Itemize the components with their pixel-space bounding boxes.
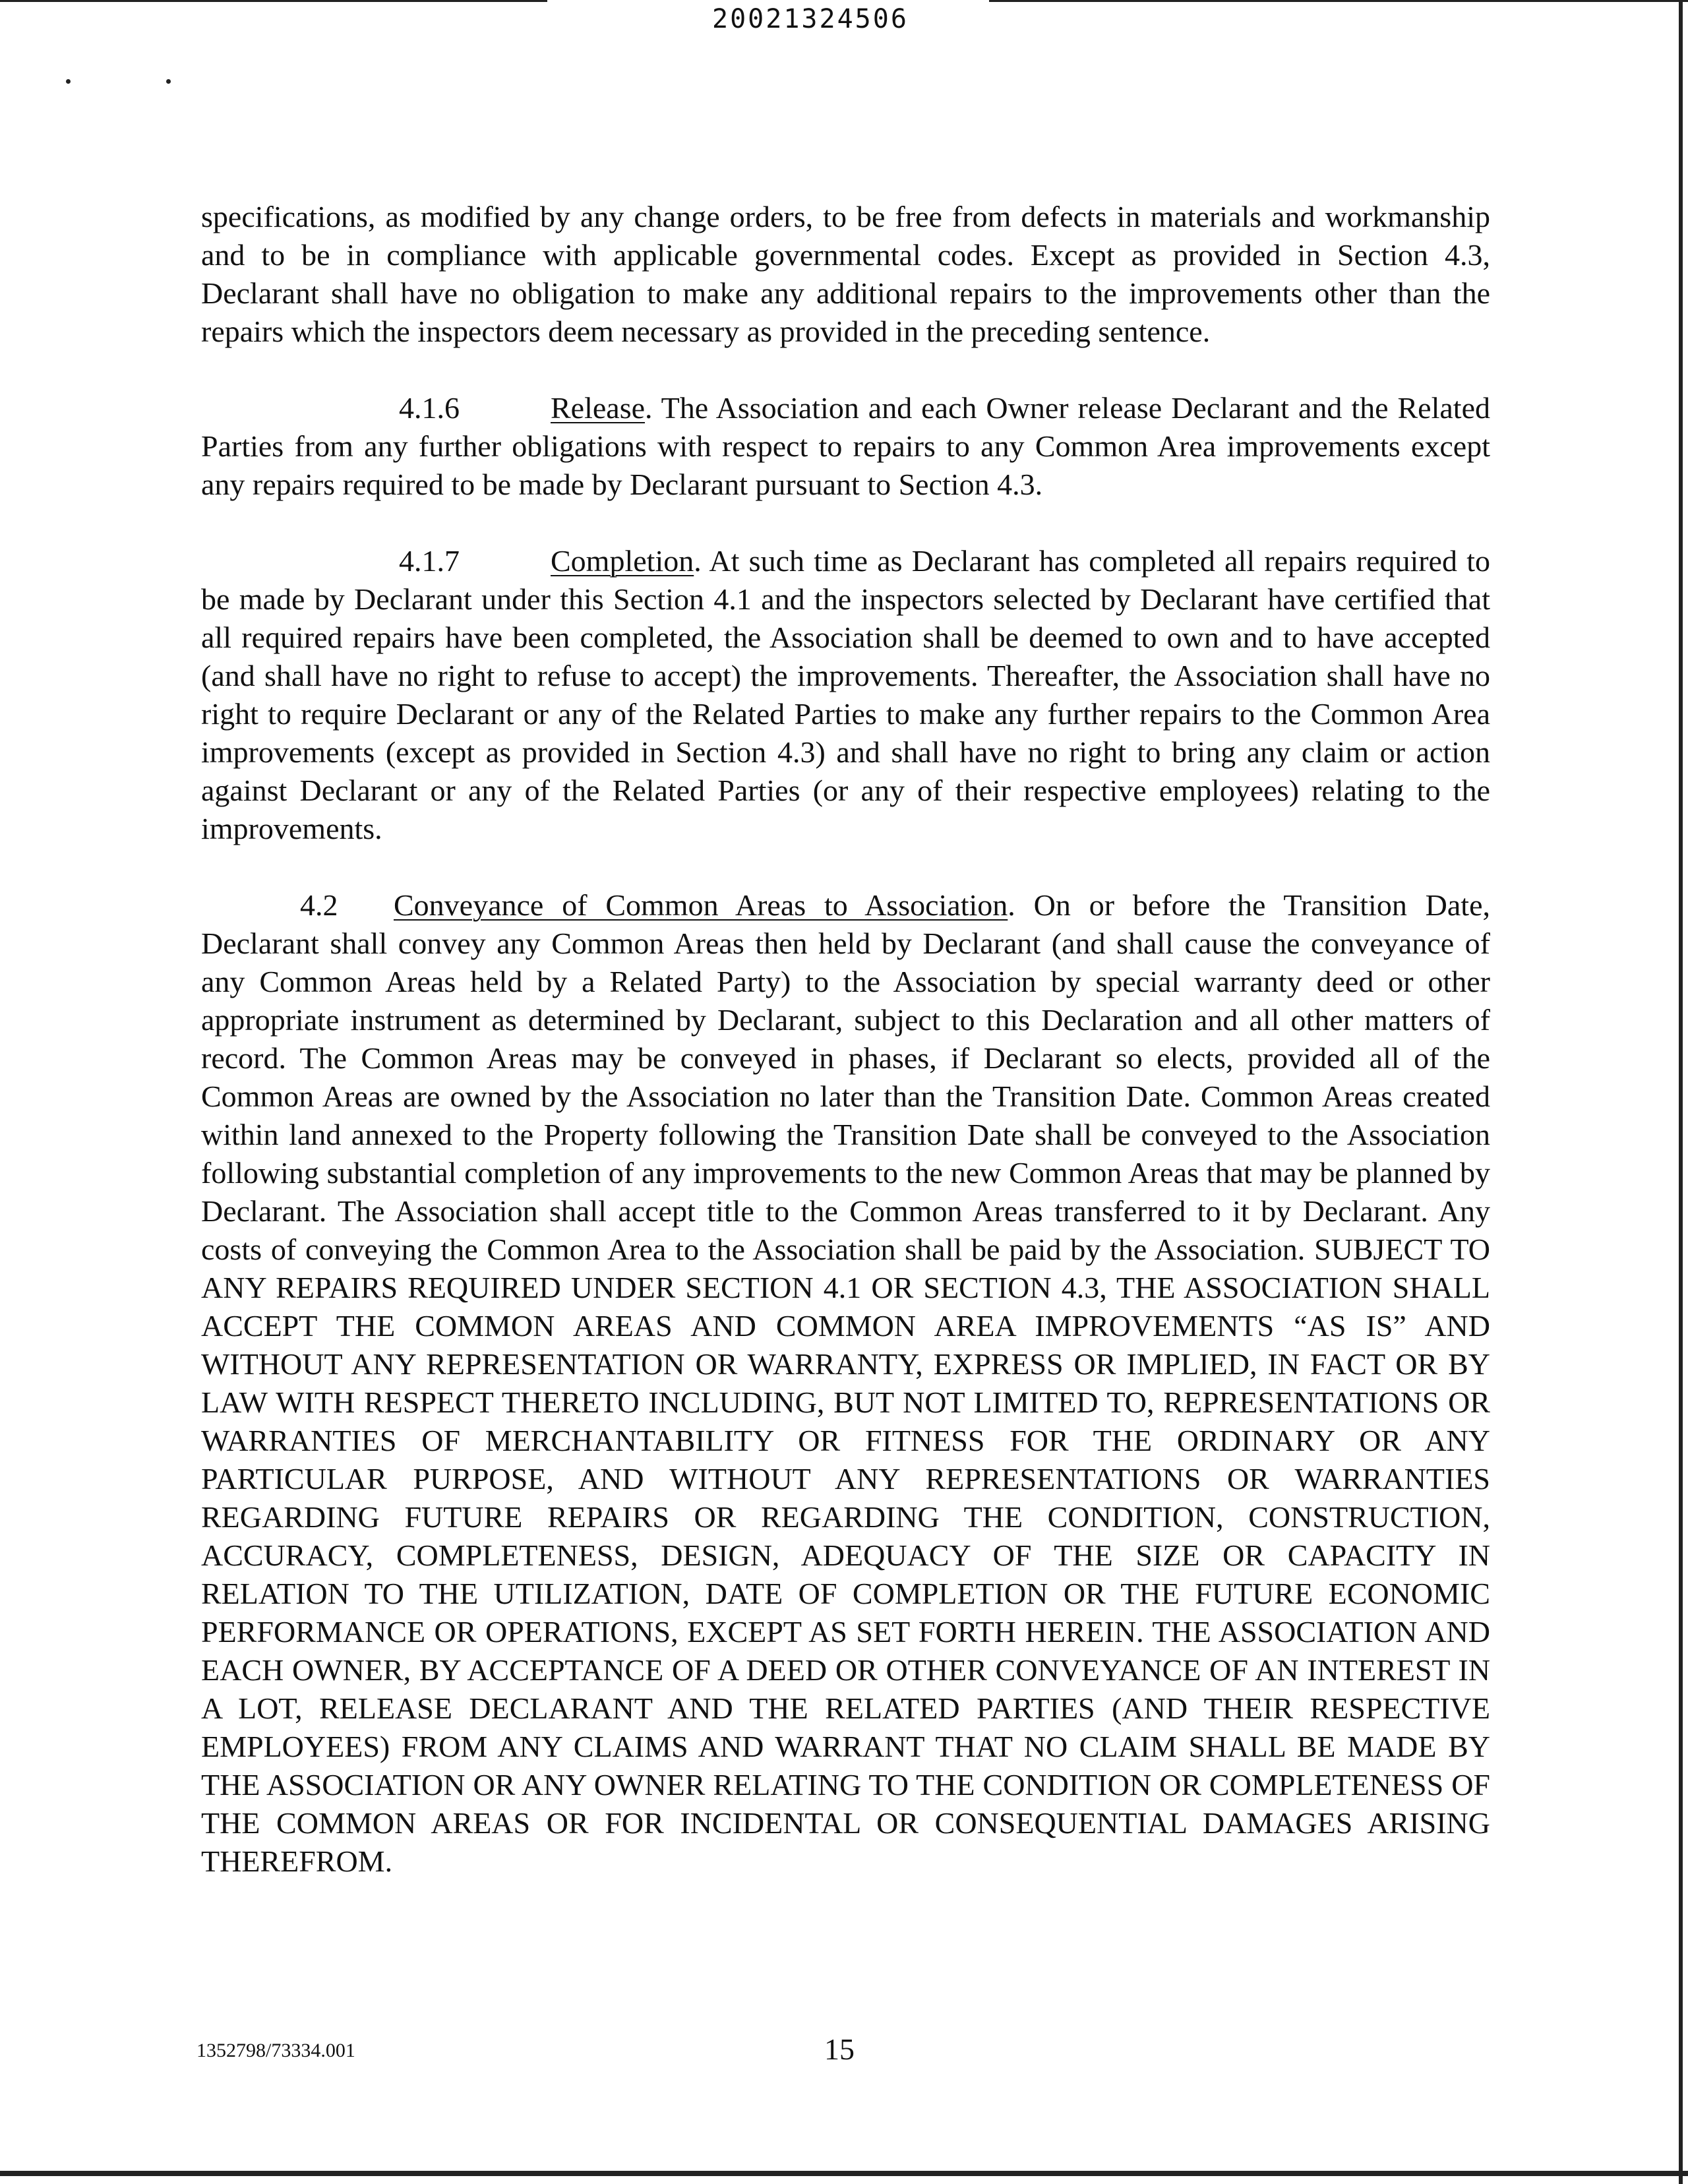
section-4-1-6 — [201, 389, 1490, 504]
section-text: . The Association and each Owner release Declarant and the Related Parties from any further obligations with respect to repairs to any Common Area improvements except any repairs required to be made by Declarant pursuant to Section 4.3. — [201, 391, 1490, 501]
section-heading: Release — [551, 391, 646, 425]
scan-artifact-dot — [66, 79, 71, 84]
section-heading: Conveyance of Common Areas to Association — [394, 888, 1008, 922]
section-text: . At such time as Declarant has completed all repairs required to be made by Declarant under this Section 4.1 and the inspectors selected by Declarant have certified that all required repairs have been completed, the Association shall be deemed to own and to have accepted (and shall have no right to refuse to accept) the improvements. Thereafter, the Association shall have no right to require Declarant or any of the Related Parties to make any further repairs to the Common Area improvements (except as provided in Section 4.3) and shall have no right to bring any claim or action against Declarant or any of the Related Parties (or any of their respective employees) relating to the improvements. — [201, 544, 1490, 845]
paragraph-text: specifications, as modified by any change orders, to be free from defects in materials and workmanship and to be in compliance with applicable governmental codes. Except as provided in Section 4.3, Declarant shall have no obligation to make any additional repairs to the improvements other than the repairs which the inspectors deem necessary as provided in the preceding sentence. — [201, 200, 1490, 348]
section-number: 4.2 — [300, 888, 338, 922]
section-number: 4.1.7 — [399, 544, 460, 578]
scan-border-right — [1679, 0, 1683, 2184]
scan-border-top-right — [989, 0, 1688, 2]
document-body — [201, 198, 1490, 1881]
page-number: 15 — [824, 2032, 855, 2066]
section-text: . On or before the Transition Date, Declarant shall convey any Common Areas then held by Declarant (and shall cause the conveyance of any Common Areas held by a Related Party) to the Association by special warranty deed or other appropriate instrument as determined by Declarant, subject to this Declaration and all other matters of record. The Common Areas may be conveyed in phases, if Declarant so elects, provided all of the Common Areas are owned by the Association no later than the Transition Date. Common Areas created within land annexed to the Property following the Transition Date shall be conveyed to the Association following substantial completion of any improvements to the new Common Areas that may be planned by Declarant. The Association shall accept title to the Common Areas transferred to it by Declarant. Any costs of conveying the Common Area to the Association shall be paid by the Association. SUBJECT TO ANY REPAIRS REQUIRED UNDER SECTION 4.1 OR SECTION 4.3, THE ASSOCIATION SHALL ACCEPT THE COMMON AREAS AND COMMON AREA IMPROVEMENTS “AS IS” AND WITHOUT ANY REPRESENTATION OR WARRANTY, EXPRESS OR IMPLIED, IN FACT OR BY LAW WITH RESPECT THERETO INCLUDING, BUT NOT LIMITED TO, REPRESENTATIONS OR WARRANTIES OF MERCHANTABILITY OR FITNESS FOR THE ORDINARY OR ANY PARTICULAR PURPOSE, AND WITHOUT ANY REPRESENTATIONS OR WARRANTIES REGARDING FUTURE REPAIRS OR REGARDING THE CONDITION, CONSTRUCTION, ACCURACY, COMPLETENESS, DESIGN, ADEQUACY OF THE SIZE OR CAPACITY IN RELATION TO THE UTILIZATION, DATE OF COMPLETION OR THE FUTURE ECONOMIC PERFORMANCE OR OPERATIONS, EXCEPT AS SET FORTH HEREIN. THE ASSOCIATION AND EACH OWNER, BY ACCEPTANCE OF A DEED OR OTHER CONVEYANCE OF AN INTEREST IN A LOT, RELEASE DECLARANT AND THE RELATED PARTIES (AND THEIR RESPECTIVE EMPLOYEES) FROM ANY CLAIMS AND WARRANT THAT NO CLAIM SHALL BE MADE BY THE ASSOCIATION OR ANY OWNER RELATING TO THE CONDITION OR COMPLETENESS OF THE COMMON AREAS OR FOR INCIDENTAL OR CONSEQUENTIAL DAMAGES ARISING THEREFROM. — [201, 888, 1491, 1878]
section-4-2 — [201, 886, 1490, 1881]
section-heading: Completion — [551, 544, 694, 578]
scan-border-bottom — [0, 2171, 1688, 2176]
scan-border-top-left — [0, 0, 547, 2]
footer-document-id: 1352798/73334.001 — [196, 2040, 355, 2061]
document-number: 20021324506 — [712, 4, 909, 34]
section-4-1-7 — [201, 542, 1490, 848]
section-number: 4.1.6 — [399, 391, 460, 425]
paragraph-continued — [201, 198, 1490, 351]
scan-artifact-dot — [166, 79, 171, 84]
